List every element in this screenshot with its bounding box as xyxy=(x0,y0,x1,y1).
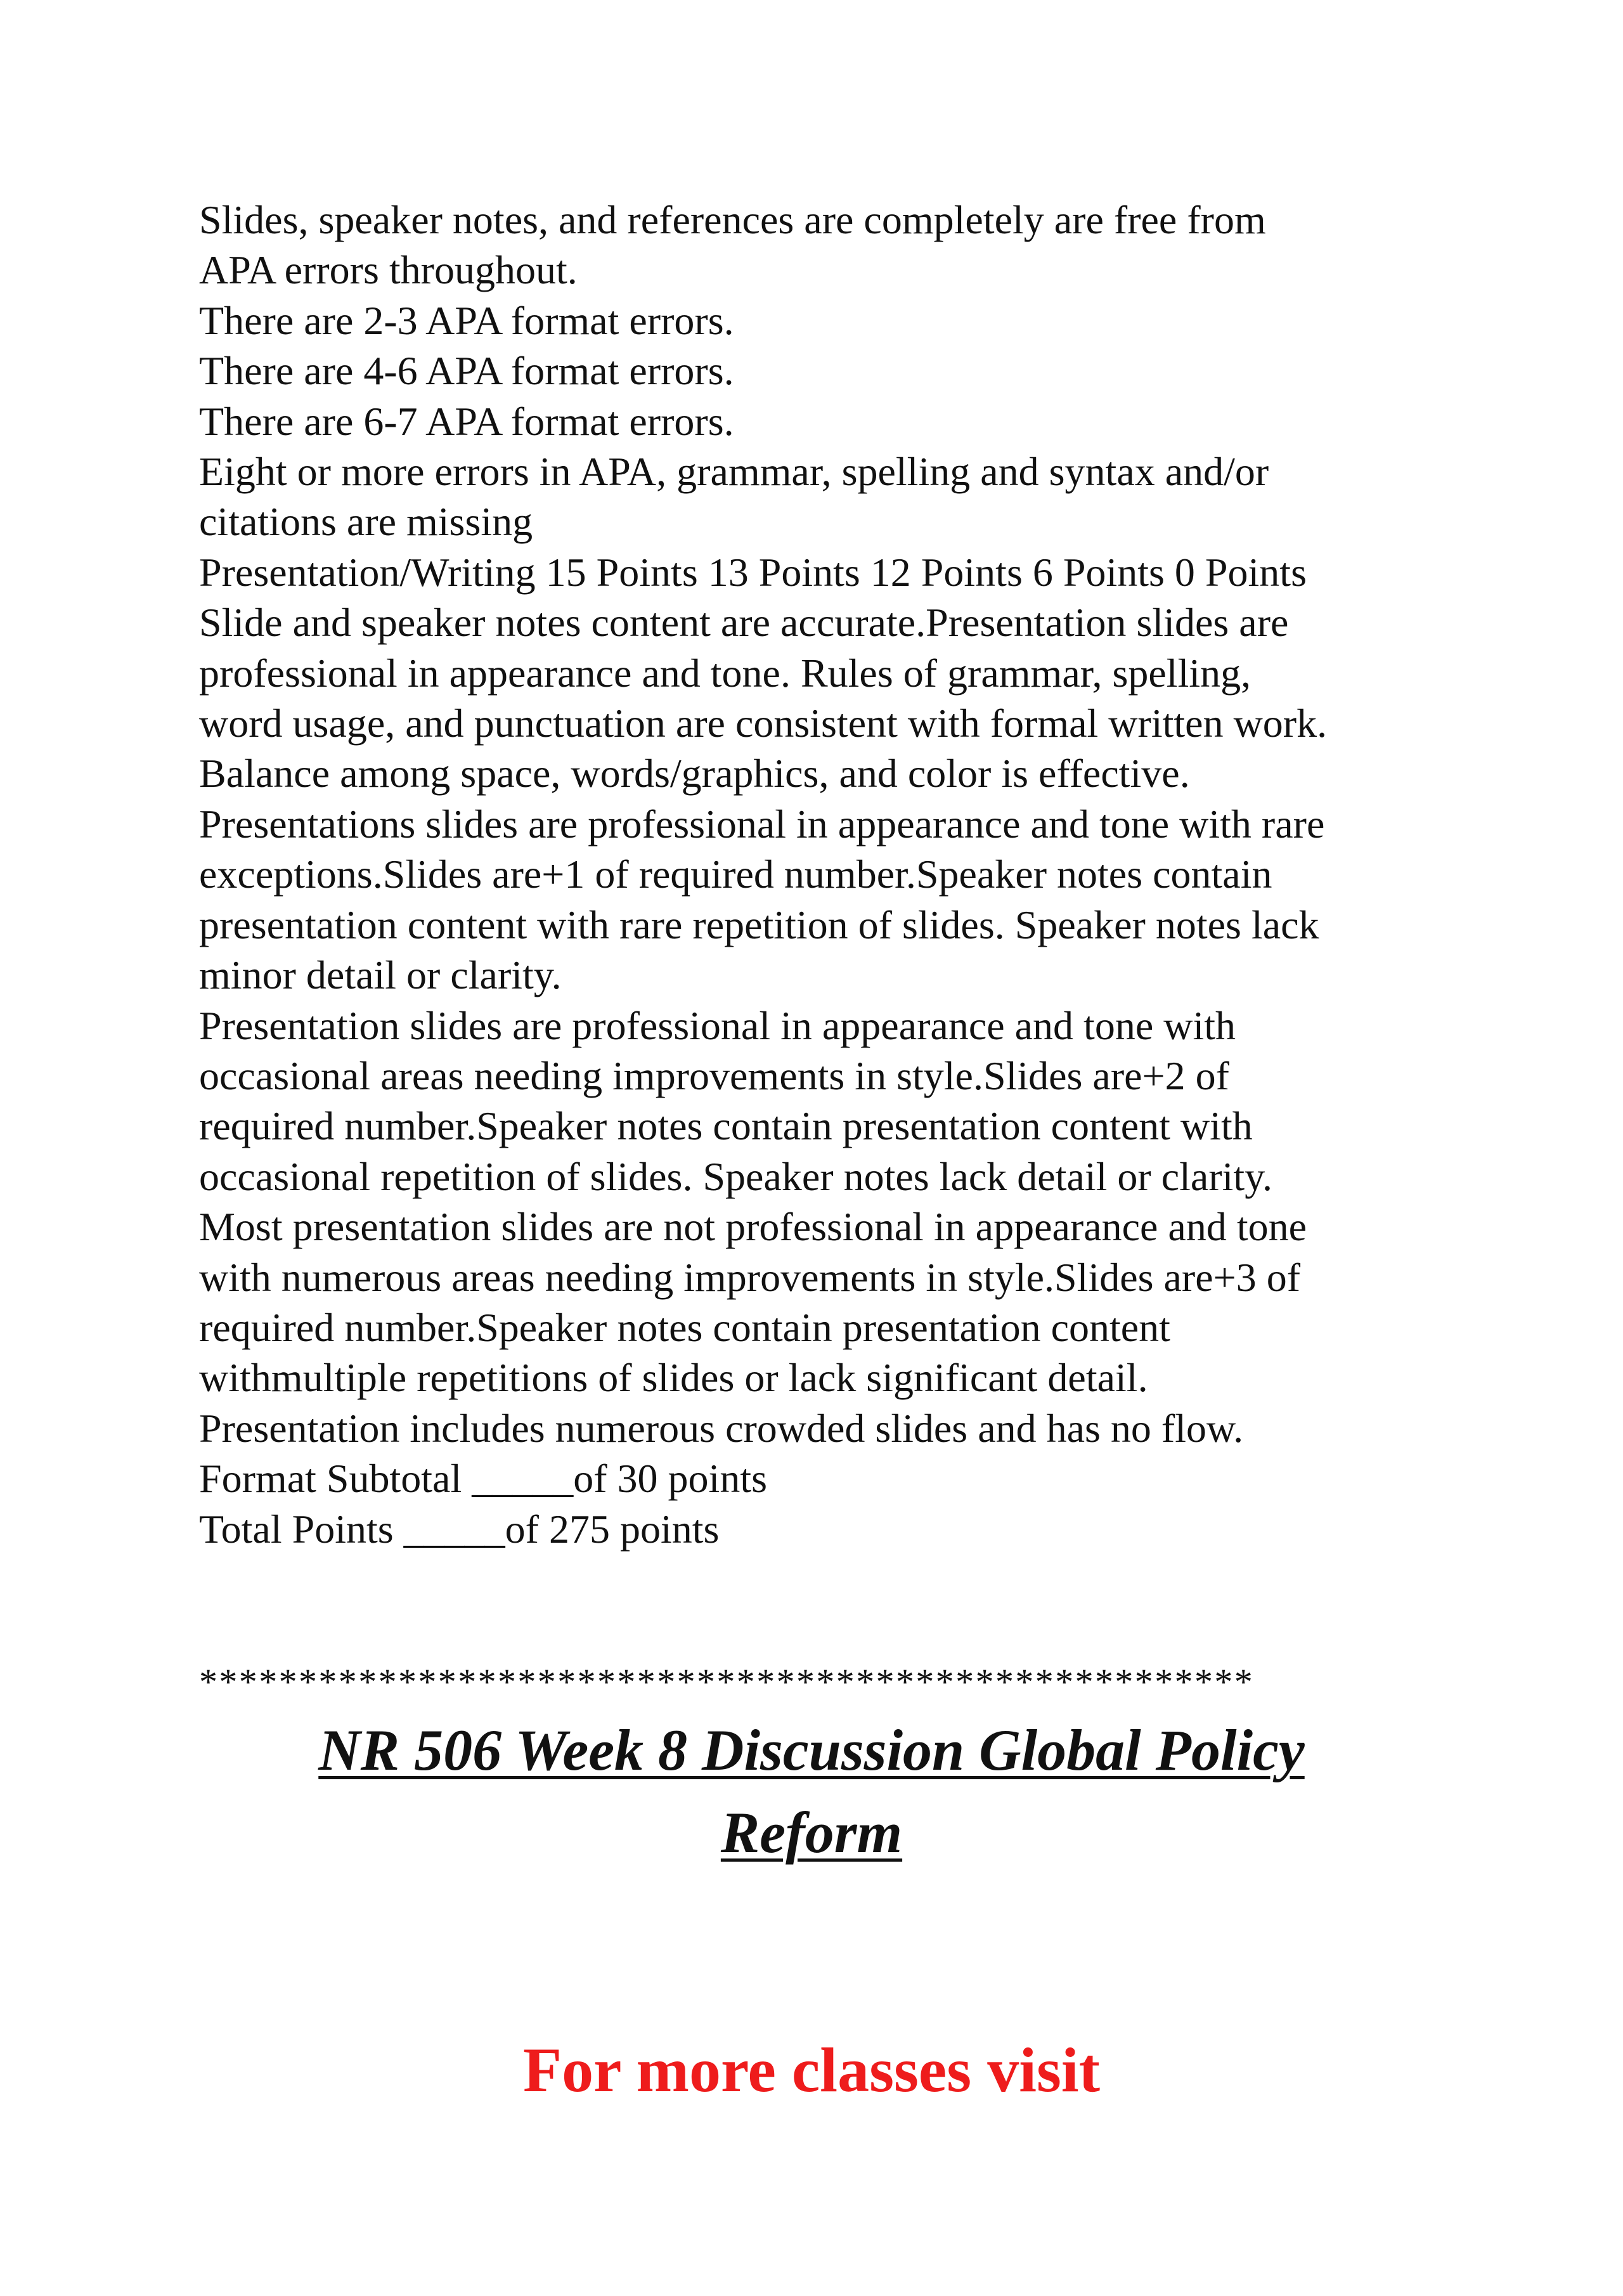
rubric-line: minor detail or clarity. xyxy=(199,952,562,998)
promo-text: For more classes visit xyxy=(522,2035,1100,2105)
format-subtotal-line: Format Subtotal _____of 30 points xyxy=(199,1456,767,1501)
rubric-line: There are 4-6 APA format errors. xyxy=(199,348,734,394)
rubric-line: professional in appearance and tone. Rules of grammar, spelling, xyxy=(199,650,1251,696)
total-points-line: Total Points _____of 275 points xyxy=(199,1506,720,1552)
rubric-line: Presentation slides are professional in appearance and tone with xyxy=(199,1002,1236,1048)
rubric-line: There are 2-3 APA format errors. xyxy=(199,297,734,343)
rubric-line: Presentation includes numerous crowded slides and has no flow. xyxy=(199,1405,1244,1451)
rubric-line: Presentations slides are professional in appearance and tone with rare xyxy=(199,801,1325,846)
rubric-line: Eight or more errors in APA, grammar, spelling and syntax and/or xyxy=(199,449,1269,495)
rubric-text-block xyxy=(199,195,1467,1554)
rubric-line: Most presentation slides are not professional in appearance and tone xyxy=(199,1204,1307,1250)
rubric-line: citations are missing xyxy=(199,499,533,545)
rubric-line: There are 6-7 APA format errors. xyxy=(199,398,734,444)
document-title-line-1: NR 506 Week 8 Discussion Global Policy xyxy=(318,1718,1305,1782)
rubric-line: required number.Speaker notes contain presentation content xyxy=(199,1304,1170,1350)
rubric-line: presentation content with rare repetition of slides. Speaker notes lack xyxy=(199,902,1319,947)
asterisk-separator: ***************************************************** xyxy=(199,1661,1255,1703)
rubric-line: with numerous areas needing improvements in style.Slides are+3 of xyxy=(199,1254,1301,1300)
rubric-line: required number.Speaker notes contain presentation content with xyxy=(199,1103,1253,1149)
rubric-line: Slides, speaker notes, and references are completely are free from xyxy=(199,197,1266,242)
rubric-line: exceptions.Slides are+1 of required number.Speaker notes contain xyxy=(199,852,1272,897)
rubric-line: Balance among space, words/graphics, and color is effective. xyxy=(199,751,1190,796)
rubric-line: withmultiple repetitions of slides or lack significant detail. xyxy=(199,1355,1148,1401)
rubric-line: Slide and speaker notes content are accurate.Presentation slides are xyxy=(199,600,1289,645)
rubric-line: word usage, and punctuation are consistent with formal written work. xyxy=(199,701,1328,746)
document-title-line-2: Reform xyxy=(720,1800,903,1865)
rubric-line: occasional areas needing improvements in style.Slides are+2 of xyxy=(199,1053,1229,1098)
rubric-line: Presentation/Writing 15 Points 13 Points 12 Points 6 Points 0 Points xyxy=(199,549,1307,595)
document-title xyxy=(152,1709,1471,1874)
rubric-line: occasional repetition of slides. Speaker notes lack detail or clarity. xyxy=(199,1153,1273,1199)
rubric-line: APA errors throughout. xyxy=(199,247,578,293)
